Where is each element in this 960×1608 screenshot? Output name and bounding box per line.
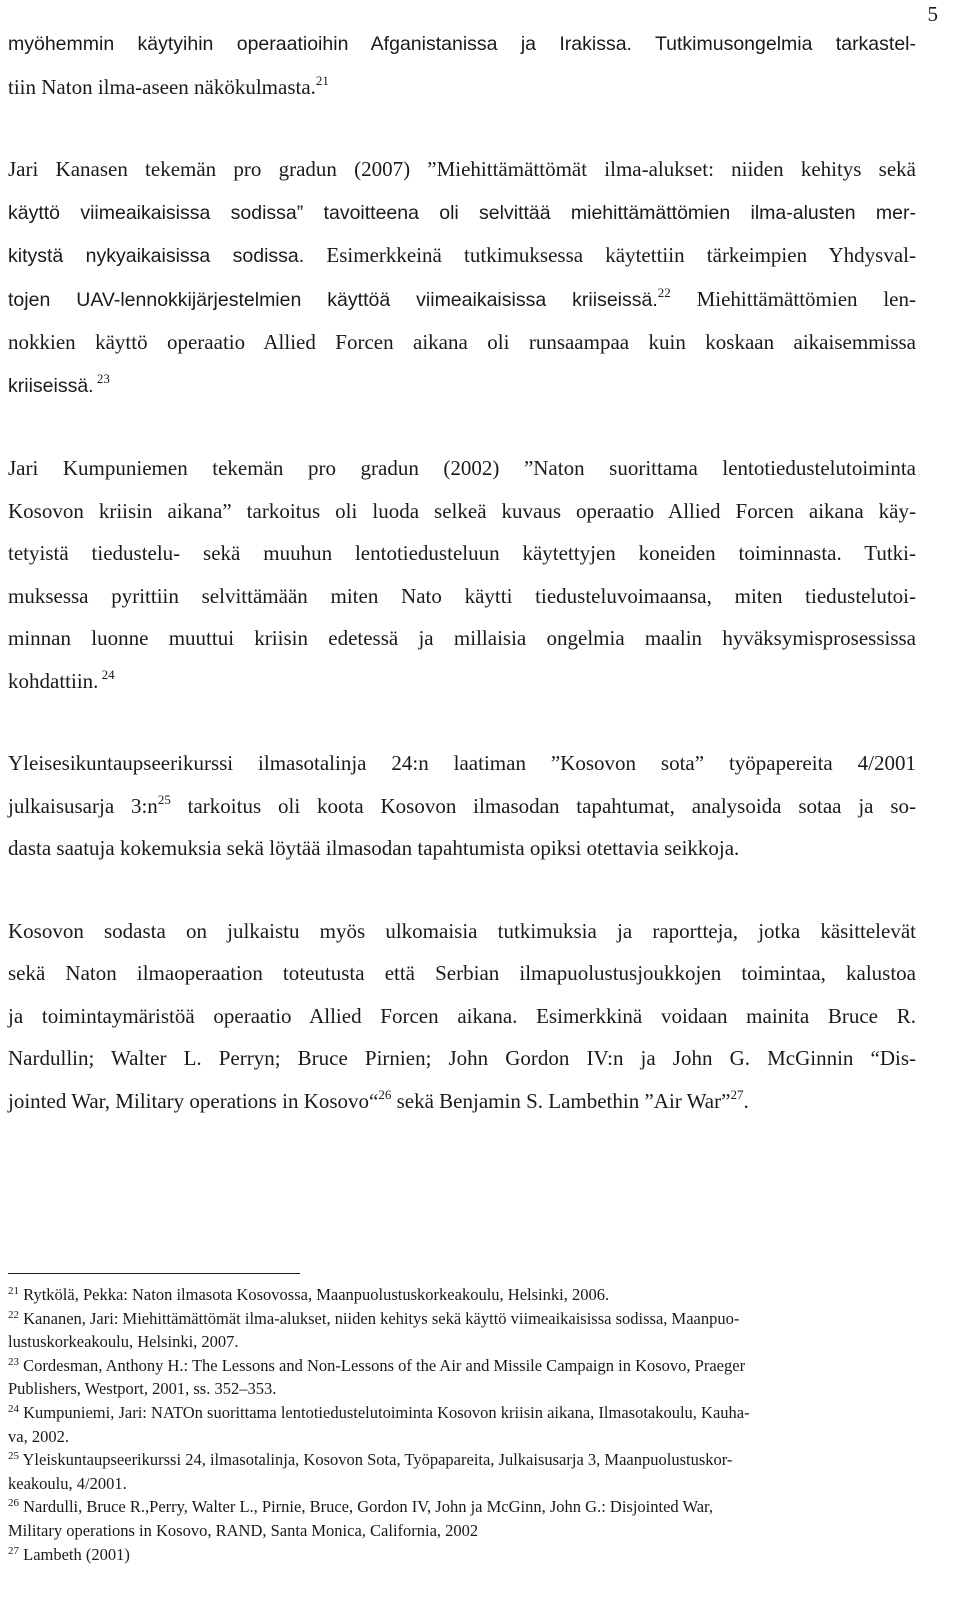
text-run: jointed War, Military operations in Kosovo“ xyxy=(8,1088,379,1113)
text-line xyxy=(8,785,916,828)
footnote-reference: 24 xyxy=(98,666,115,682)
text-line xyxy=(8,191,916,235)
text-line xyxy=(8,66,916,109)
paragraph xyxy=(8,910,916,1123)
text-line xyxy=(8,532,916,575)
text-run: Publishers, Westport, 2001, ss. 352–353. xyxy=(8,1379,277,1399)
text-line xyxy=(8,742,916,785)
text-run: sekä Naton ilmaoperaation toteutusta että Serbian ilmapuolustusjoukkojen toimintaa, kalustoa xyxy=(8,961,916,985)
text-line xyxy=(8,447,916,490)
text-line xyxy=(8,321,916,364)
text-run: dasta saatuja kokemuksia sekä löytää ilmasodan tapahtumista opiksi otettavia seikkoja. xyxy=(8,836,740,860)
footnote xyxy=(8,1283,916,1307)
footnote xyxy=(8,1495,916,1542)
text-run: ja toimintaymäristöä operaatio Allied Forcen aikana. Esimerkkinä voidaan mainita Bruce R. xyxy=(8,1003,916,1028)
main-text xyxy=(8,22,916,1162)
text-run: kohdattiin. xyxy=(8,668,99,693)
text-run: Kosovon sodasta on julkaistu myös ulkomaisia tutkimuksia ja raportteja, jotka käsittelevät xyxy=(8,918,916,943)
text-run: keakoulu, 4/2001. xyxy=(8,1473,127,1493)
text-line xyxy=(8,490,916,533)
footnote-reference: 23 xyxy=(93,370,110,386)
footnote-line xyxy=(8,1330,916,1354)
footnote xyxy=(8,1307,916,1354)
footnotes xyxy=(8,1283,916,1566)
text-run: julkaisusarja 3:n xyxy=(8,793,158,818)
text-run: Jari Kumpuniemen tekemän pro gradun (2002) ”Naton suorittama lentotiedustelutoiminta xyxy=(8,456,916,480)
footnote xyxy=(8,1448,916,1495)
footnote-separator xyxy=(8,1273,300,1274)
text-run: myöhemmin käytyihin operaatioihin Afganistanissa ja Irakissa. Tutkimusongelmia tarkastel- xyxy=(8,33,916,55)
footnote-reference: 24 xyxy=(8,1402,19,1415)
text-run: kriiseissä. xyxy=(8,374,94,397)
text-line xyxy=(8,22,916,66)
text-line xyxy=(8,910,916,953)
text-run: Kosovon kriisin aikana” tarkoitus oli luoda selkeä kuvaus operaatio Allied Forcen aikana käy- xyxy=(8,498,916,523)
text-line xyxy=(8,952,916,995)
text-run: tiin Naton ilma-aseen näkökulmasta. xyxy=(8,74,316,99)
paragraph xyxy=(8,148,916,407)
text-run: käyttö viimeaikaisissa sodissa” tavoitteena oli selvittää miehittämättömien ilma-alusten mer- xyxy=(8,201,916,224)
text-run: Kumpuniemi, Jari: NATOn suorittama lentotiedustelutoiminta Kosovon kriisin aikana, Ilmasotakoulu, Kauha- xyxy=(19,1402,750,1422)
footnote-reference: 26 xyxy=(8,1497,19,1510)
text-run: va, 2002. xyxy=(8,1426,69,1446)
text-run: . xyxy=(743,1088,749,1113)
footnote-line xyxy=(8,1354,916,1378)
text-run: Yleisesikuntaupseerikurssi ilmasotalinja 24:n laatiman ”Kosovon sota” työpapereita 4/2001 xyxy=(8,751,916,775)
footnote-line xyxy=(8,1448,916,1472)
text-line xyxy=(8,660,916,703)
text-line xyxy=(8,364,916,408)
text-run: tojen UAV-lennokkijärjestelmien käyttöä viimeaikaisissa kriiseissä. xyxy=(8,288,658,311)
footnote-reference: 22 xyxy=(657,284,671,300)
page-number: 5 xyxy=(927,2,938,26)
paragraph xyxy=(8,742,916,870)
text-run: Yleiskuntaupseerikurssi 24, ilmasotalinja, Kosovon Sota, Työpapareita, Julkaisusarja 3, Maanpuolustuskor- xyxy=(19,1450,733,1470)
footnote-reference: 27 xyxy=(8,1544,19,1557)
text-line xyxy=(8,278,916,322)
text-run: Rytkölä, Pekka: Naton ilmasota Kosovossa, Maanpuolustuskorkeakoulu, Helsinki, 2006. xyxy=(19,1285,610,1304)
footnote-reference: 26 xyxy=(378,1086,392,1102)
text-line xyxy=(8,827,916,870)
footnote-line xyxy=(8,1307,916,1331)
text-run: Military operations in Kosovo, RAND, Santa Monica, California, 2002 xyxy=(8,1520,479,1540)
footnote-reference: 23 xyxy=(8,1355,19,1368)
footnote-line xyxy=(8,1401,916,1425)
footnote-reference: 22 xyxy=(8,1308,19,1321)
footnote-reference: 21 xyxy=(315,72,329,88)
paragraph xyxy=(8,22,916,108)
text-run: Nardulli, Bruce R.,Perry, Walter L., Pirnie, Bruce, Gordon IV, John ja McGinn, John G.: Disjointed War, xyxy=(19,1497,714,1517)
text-run: minnan luonne muuttui kriisin edetessä ja millaisia ongelmia maalin hyväksymisprosessissa xyxy=(8,626,916,650)
footnote-line xyxy=(8,1425,916,1449)
footnote-reference: 25 xyxy=(8,1450,19,1463)
text-line xyxy=(8,1037,916,1080)
text-run: muksessa pyrittiin selvittämään miten Nato käytti tiedusteluvoimaansa, miten tiedustelutoi- xyxy=(8,583,916,608)
text-run: tetyistä tiedustelu- sekä muuhun lentotiedusteluun käytettyjen koneiden toiminnasta. Tutki- xyxy=(8,541,916,565)
text-run: Nardullin; Walter L. Perryn; Bruce Pirnien; John Gordon IV:n ja John G. McGinnin “Dis- xyxy=(8,1046,916,1070)
text-run: Kananen, Jari: Miehittämättömät ilma-alukset, niiden kehitys sekä käyttö viimeaikaisissa sodissa, Maanpuo- xyxy=(19,1308,740,1328)
footnote-line xyxy=(8,1377,916,1401)
text-run: Jari Kanasen tekemän pro gradun (2007) ”Miehittämättömät ilma-alukset: niiden kehitys sekä xyxy=(8,157,916,181)
footnote-line xyxy=(8,1543,916,1567)
text-run: tarkoitus oli koota Kosovon ilmasodan tapahtumat, analysoida sotaa ja so- xyxy=(170,793,916,818)
paragraph xyxy=(8,447,916,702)
footnote xyxy=(8,1401,916,1448)
footnote-line xyxy=(8,1283,916,1307)
text-line xyxy=(8,995,916,1038)
text-run: Lambeth (2001) xyxy=(19,1544,130,1564)
text-line xyxy=(8,1080,916,1123)
text-run: kitystä nykyaikaisissa sodissa. xyxy=(8,245,305,267)
text-run: sekä Benjamin S. Lambethin ”Air War” xyxy=(391,1088,731,1113)
text-run: Miehittämättömien len- xyxy=(670,286,916,311)
text-line xyxy=(8,234,916,278)
footnote xyxy=(8,1543,916,1567)
text-run: Cordesman, Anthony H.: The Lessons and Non-Lessons of the Air and Missile Campaign in Kosovo, Praeger xyxy=(19,1355,746,1375)
footnote-reference: 25 xyxy=(157,791,171,807)
footnote-line xyxy=(8,1495,916,1519)
footnote-line xyxy=(8,1472,916,1496)
text-run: nokkien käyttö operaatio Allied Forcen aikana oli runsaampaa kuin koskaan aikaisemmissa xyxy=(8,330,916,354)
footnote-reference: 27 xyxy=(730,1086,744,1102)
footnote-line xyxy=(8,1519,916,1543)
text-line xyxy=(8,575,916,618)
text-run: lustuskorkeakoulu, Helsinki, 2007. xyxy=(8,1332,239,1352)
text-line xyxy=(8,617,916,660)
text-run: Esimerkkeinä tutkimuksessa käytettiin tärkeimpien Yhdysval- xyxy=(304,243,916,267)
footnote xyxy=(8,1354,916,1401)
footnote-reference: 21 xyxy=(8,1285,19,1297)
text-line xyxy=(8,148,916,191)
